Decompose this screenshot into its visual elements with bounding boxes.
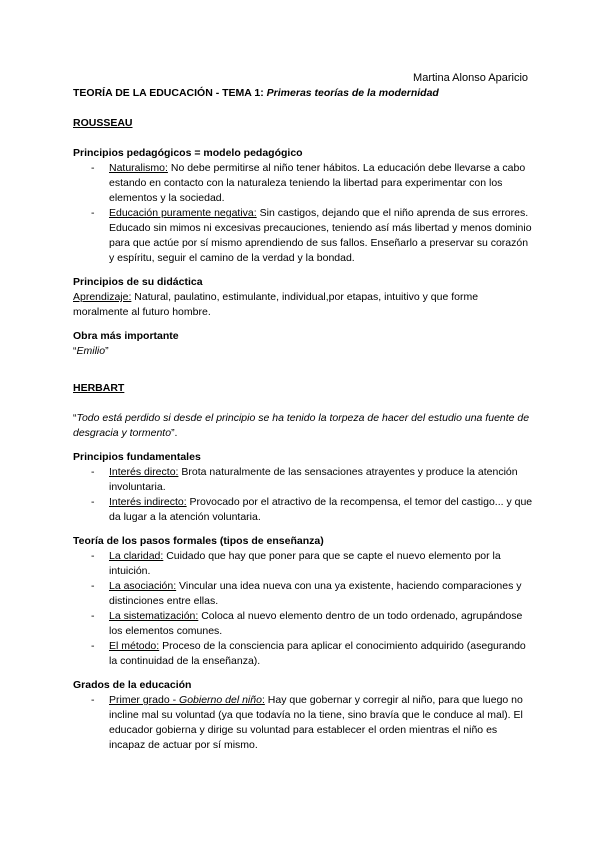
heading-didactica: Principios de su didáctica [73, 276, 203, 288]
list-item [73, 161, 533, 206]
document-body [73, 86, 533, 753]
open-quote: “ [73, 345, 77, 357]
description: Natural, paulatino, estimulante, individual,por etapas, intuitivo y que forme moralmente al futuro hombre. [73, 291, 479, 318]
description: Proceso de la consciencia para aplicar el conocimiento adquirido (asegurando la continuidad de la enseñanza). [109, 640, 526, 667]
work-title: Emilio [76, 345, 106, 357]
title-italic: Primeras teorías de la modernidad [266, 87, 439, 99]
grade-label: Primer grado - [109, 694, 180, 706]
grade-colon: : [261, 694, 265, 706]
list-item [73, 465, 533, 495]
description: No debe permitirse al niño tener hábitos. La educación debe llevarse a cabo estando en contacto con la naturaleza teniendo la libertad para experimentar con los elementos y la sociedad. [109, 162, 526, 204]
open-quote: “ [73, 412, 77, 424]
term: El método: [109, 640, 160, 652]
section-herbart: HERBART [73, 382, 125, 394]
description: Provocado por el atractivo de la recompensa, el temor del castigo... y que da lugar a la atención voluntaria. [109, 496, 533, 523]
term: Educación puramente negativa: [109, 207, 257, 219]
rousseau-principles-list [73, 161, 533, 266]
herbart-steps-list [73, 549, 533, 669]
description: Brota naturalmente de las sensaciones atrayentes y produce la atención involuntaria. [109, 466, 518, 493]
author-name: Martina Alonso Aparicio [413, 72, 528, 84]
title-prefix: TEORÍA DE LA EDUCACIÓN - TEMA 1: [73, 87, 267, 99]
close-quote: ”. [171, 427, 178, 439]
list-item [73, 549, 533, 579]
description: Cuidado que hay que poner para que se capte el nuevo elemento por la intuición. [109, 550, 501, 577]
page-title [73, 86, 533, 101]
heading-obra: Obra más importante [73, 330, 179, 342]
term: Interés directo: [109, 466, 179, 478]
herbart-quote [73, 411, 533, 441]
heading-principios-fundamentales: Principios fundamentales [73, 451, 201, 463]
section-rousseau: ROUSSEAU [73, 117, 133, 129]
description: Hay que gobernar y corregir al niño, para que luego no incline mal su voluntad (ya que todavía no la tiene, sino bravía que le conduce al mal). El educador gobierna y dirige su voluntad para establecer el orden mientras el niño es incapaz de actuar por sí mismo. [109, 694, 523, 751]
heading-pasos-formales: Teoría de los pasos formales (tipos de enseñanza) [73, 535, 324, 547]
list-item [73, 639, 533, 669]
grade-italic: Gobierno del niño [179, 694, 262, 706]
term: La sistematización: [109, 610, 199, 622]
term: Interés indirecto: [109, 496, 187, 508]
herbart-grades-list [73, 693, 533, 753]
list-item [73, 609, 533, 639]
heading-grados: Grados de la educación [73, 679, 192, 691]
list-item [73, 206, 533, 266]
close-quote: ” [105, 345, 109, 357]
herbart-fundamentals-list [73, 465, 533, 525]
list-item [73, 579, 533, 609]
list-item [73, 495, 533, 525]
quote-text: Todo está perdido si desde el principio se ha tenido la torpeza de hacer del estudio una fuente de desgracia y tormento [73, 412, 530, 439]
term [109, 694, 265, 706]
list-item [73, 693, 533, 753]
term: Aprendizaje: [73, 291, 132, 303]
didactic-paragraph [73, 290, 533, 320]
heading-principios-pedagogicos: Principios pedagógicos = modelo pedagógico [73, 147, 303, 159]
description: Vincular una idea nueva con una ya existente, haciendo comparaciones y distinciones entre ellas. [109, 580, 522, 607]
work-title-line [73, 344, 533, 359]
term: La asociación: [109, 580, 177, 592]
term: Naturalismo: [109, 162, 168, 174]
term: La claridad: [109, 550, 164, 562]
description: Sin castigos, dejando que el niño aprenda de sus errores. Educado sin mimos ni excesivas precauciones, teniendo así más libertad y menos dominio para que actúe por sí mismo aprendiendo de sus fallos. Enseñarlo a preservar su corazón y espíritu, seguir el camino de la verdad y la bondad. [109, 207, 532, 264]
description: Coloca al nuevo elemento dentro de un todo ordenado, agrupándose los elementos comunes. [109, 610, 523, 637]
